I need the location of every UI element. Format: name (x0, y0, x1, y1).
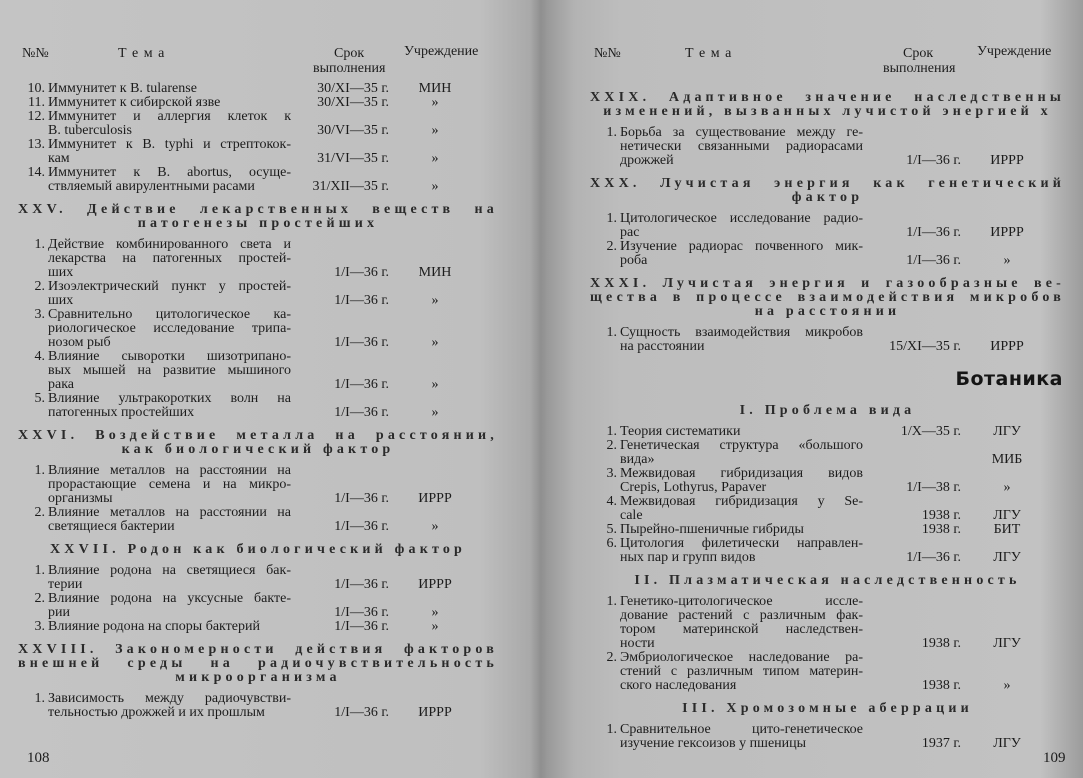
section-heading (18, 543, 498, 557)
table-header (18, 38, 498, 82)
item-topic (48, 464, 291, 506)
item-deadline: 1/X—35 г. (900, 424, 961, 439)
header-term: Срок (903, 46, 934, 61)
item-topic-line: нетически связанными радиорасами (620, 139, 863, 154)
section-heading-line: II. Плазматическая наследственность (634, 573, 1021, 588)
table-row (590, 537, 1065, 565)
table-row (18, 280, 498, 308)
table-row (18, 308, 498, 350)
item-deadline: 1/I—36 г. (906, 253, 961, 268)
item-topic (620, 326, 863, 354)
item-topic-line: ности (620, 636, 655, 651)
item-deadline: 1938 г. (921, 678, 961, 693)
item-number: 2. (34, 591, 45, 606)
table-row (18, 96, 498, 110)
item-institution: » (1003, 253, 1011, 268)
item-topic-line: Влияние родона на уксусные бакте- (48, 591, 291, 606)
item-topic-line: ших (48, 265, 74, 280)
table-row (18, 82, 498, 96)
item-topic (620, 212, 863, 240)
section-heading-line: XXVI. Воздействие металла на расстоянии, (18, 428, 498, 443)
item-topic-line: Цитологическое исследование радио- (620, 211, 863, 226)
item-number: 6. (606, 536, 617, 551)
item-topic-line: cale (620, 508, 643, 523)
section-heading-line: III. Хромозомные аберрации (682, 701, 973, 716)
section-heading-line: XXXI. Лучистая энергия и газообразные ве- (590, 276, 1065, 291)
item-deadline: 1938 г. (921, 508, 961, 523)
item-topic (48, 166, 291, 194)
item-number: 1. (606, 594, 617, 609)
header-institution: Учреждение (404, 44, 479, 59)
item-topic-line: на расстоянии (620, 339, 705, 354)
section-heading-line: XXX. Лучистая энергия как генетический (590, 176, 1065, 191)
item-topic (620, 723, 863, 751)
item-institution: ИРРР (418, 705, 452, 720)
item-topic-line: терии (48, 577, 83, 592)
section-heading (18, 203, 498, 231)
item-topic-line: Влияние сыворотки шизотрипано- (48, 349, 291, 364)
item-topic-line: Иммунитет и аллергия клеток к (48, 109, 291, 124)
item-topic-line: Теория систематики (620, 424, 741, 439)
item-deadline: 1/I—36 г. (334, 377, 389, 392)
item-deadline: 30/XI—35 г. (317, 95, 389, 110)
item-topic-line: рака (48, 377, 75, 392)
item-number: 1. (606, 424, 617, 439)
item-deadline: 30/VI—35 г. (317, 123, 389, 138)
section-heading (590, 277, 1065, 319)
section-heading (590, 177, 1065, 205)
header-number: №№ (594, 46, 621, 61)
item-institution: » (431, 151, 439, 166)
item-deadline: 30/XI—35 г. (317, 81, 389, 96)
section-heading-line: I. Проблема вида (739, 403, 916, 418)
item-topic-line: Борьба за существование между ге- (620, 125, 863, 140)
table-row (590, 523, 1065, 537)
item-institution: МИН (418, 265, 452, 280)
item-deadline: 1/I—36 г. (334, 519, 389, 534)
item-topic (48, 238, 291, 280)
item-institution: » (431, 335, 439, 350)
item-number: 1. (34, 237, 45, 252)
item-number: 1. (606, 125, 617, 140)
item-topic-line: риологическое исследование трипа- (48, 321, 291, 336)
header-term: Срок (334, 46, 365, 61)
item-topic-line: нозом рыб (48, 335, 111, 350)
item-topic (620, 651, 863, 693)
item-topic (620, 240, 863, 268)
item-topic-line: Изучение радиорас почвенного мик- (620, 239, 863, 254)
item-topic-line: Эмбриологическое наследование ра- (620, 650, 863, 665)
item-deadline: 1/I—36 г. (334, 335, 389, 350)
item-topic-line: Цитология филетически направлен- (620, 536, 863, 551)
item-number: 1. (606, 325, 617, 340)
item-number: 3. (34, 619, 45, 634)
chapter-title: Ботаника (955, 368, 1063, 390)
item-topic-line: Crepis, Lothyrus, Papaver (620, 480, 767, 495)
item-deadline: 1/I—36 г. (334, 265, 389, 280)
item-deadline: 1/I—36 г. (334, 491, 389, 506)
item-topic-line: Иммунитет к B. typhi и стрептокок- (48, 137, 291, 152)
item-institution: » (431, 179, 439, 194)
item-number: 2. (606, 438, 617, 453)
section-heading (590, 404, 1065, 418)
item-institution: ЛГУ (993, 636, 1021, 651)
item-topic-line: вида» (620, 452, 655, 467)
item-number: 11. (28, 95, 45, 110)
item-institution: » (1003, 678, 1011, 693)
item-deadline: 1/I—36 г. (334, 605, 389, 620)
item-number: 10. (27, 81, 45, 96)
item-topic (620, 126, 863, 168)
section-heading-line: патогенезы простейших (137, 216, 379, 231)
item-topic-line: Влияние металлов на расстоянии на (48, 463, 291, 478)
page-number-right: 109 (1043, 750, 1066, 766)
table-row (18, 350, 498, 392)
item-topic-line: Пырейно-пшеничные гибриды (620, 522, 804, 537)
table-row (590, 439, 1065, 467)
item-topic-line: ных пар и групп видов (620, 550, 756, 565)
item-topic (48, 392, 291, 420)
item-topic (48, 82, 291, 96)
item-topic-line: Межвидовая гибридизация у Se- (620, 494, 863, 509)
table-row (18, 692, 498, 720)
item-topic-line: Сущность взаимодействия микробов (620, 325, 863, 340)
header-institution: Учреждение (977, 44, 1052, 59)
item-deadline: 1938 г. (921, 636, 961, 651)
item-topic-line: Сравнительно цитологическое ка- (48, 307, 291, 322)
item-topic (48, 138, 291, 166)
item-topic-line: Иммунитет к B. tularense (48, 81, 197, 96)
item-topic (620, 595, 863, 651)
item-topic-line: рас (620, 225, 640, 240)
item-topic-line: вых мышей на развитие мышиного (48, 363, 291, 378)
table-row (18, 506, 498, 534)
section-heading-line: на расстоянии (754, 304, 901, 319)
page-number-left: 108 (27, 750, 50, 766)
table-row (18, 138, 498, 166)
table-row (18, 238, 498, 280)
item-deadline: 1/I—36 г. (334, 619, 389, 634)
section-heading-line: внешней среды на радиочувствительность (18, 656, 498, 671)
item-topic-line: Влияние родона на светящиеся бак- (48, 563, 291, 578)
item-topic (48, 564, 291, 592)
item-number: 1. (34, 463, 45, 478)
item-institution: ЛГУ (993, 424, 1021, 439)
table-row (590, 126, 1065, 168)
item-topic-line: Влияние металлов на расстоянии на (48, 505, 291, 520)
item-institution: ИРРР (990, 153, 1024, 168)
table-row (590, 326, 1065, 354)
item-topic-line: Генетическая структура «большого (620, 438, 863, 453)
item-topic-line: дрожжей (620, 153, 674, 168)
item-topic-line: Генетико-цитологическое иссле- (620, 594, 863, 609)
item-number: 1. (606, 722, 617, 737)
item-topic-line: лекарства на патогенных простей- (48, 251, 291, 266)
table-row (590, 495, 1065, 523)
table-row (590, 723, 1065, 751)
table-row (18, 564, 498, 592)
section-heading-line: XXVIII. Закономерности действия факторов (18, 642, 498, 657)
item-deadline: 1/I—36 г. (334, 405, 389, 420)
item-topic (620, 425, 863, 439)
item-deadline: 1/I—36 г. (334, 705, 389, 720)
item-institution: ИРРР (990, 225, 1024, 240)
item-deadline: 31/XII—35 г. (312, 179, 389, 194)
item-number: 3. (606, 466, 617, 481)
item-institution: ЛГУ (993, 736, 1021, 751)
table-row (18, 392, 498, 420)
section-heading-line: фактор (791, 190, 864, 205)
item-topic (48, 506, 291, 534)
item-deadline: 1/I—36 г. (334, 293, 389, 308)
section-heading-line: XXV. Действие лекарственных веществ на (18, 202, 498, 217)
item-institution: МИН (418, 81, 452, 96)
item-deadline: 15/XI—35 г. (889, 339, 961, 354)
section-heading (590, 91, 1065, 119)
item-deadline: 1938 г. (921, 522, 961, 537)
page-right (590, 38, 1065, 751)
item-number: 4. (34, 349, 45, 364)
table-row (590, 240, 1065, 268)
item-topic-line: кам (48, 151, 70, 166)
item-topic (620, 467, 863, 495)
table-row (590, 595, 1065, 651)
section-heading-line: XXVII. Родон как биологический фактор (49, 542, 467, 557)
item-topic-line: Влияние родона на споры бактерий (48, 619, 260, 634)
table-header (590, 38, 1065, 82)
item-topic (48, 692, 291, 720)
item-deadline: 1937 г. (921, 736, 961, 751)
item-deadline: 31/VI—35 г. (317, 151, 389, 166)
item-number: 14. (27, 165, 45, 180)
item-number: 4. (606, 494, 617, 509)
item-topic (48, 592, 291, 620)
item-deadline: 1/I—36 г. (906, 225, 961, 240)
item-number: 2. (606, 239, 617, 254)
item-topic (620, 495, 863, 523)
item-number: 13. (27, 137, 45, 152)
table-row (590, 651, 1065, 693)
section-heading (590, 702, 1065, 716)
item-topic-line: дование растений с различным фак- (620, 608, 863, 623)
item-number: 1. (34, 563, 45, 578)
item-topic (48, 308, 291, 350)
item-topic (48, 96, 291, 110)
item-number: 2. (34, 505, 45, 520)
item-institution: БИТ (993, 522, 1021, 537)
item-topic-line: тельностью дрожжей и их прошлым (48, 705, 265, 720)
section-heading-line: микроорганизма (175, 670, 341, 685)
section-heading-line: изменений, вызванных лучистой энергией х (603, 104, 1052, 119)
item-topic-line: светящиеся бактерии (48, 519, 175, 534)
item-institution: » (431, 405, 439, 420)
item-topic (48, 110, 291, 138)
item-topic (620, 439, 863, 467)
item-topic-line: B. tuberculosis (48, 123, 132, 138)
item-topic (48, 620, 291, 634)
item-topic-line: ших (48, 293, 74, 308)
table-row (18, 464, 498, 506)
item-topic-line: Изоэлектрический пункт у простей- (48, 279, 291, 294)
section-heading-line: XXIX. Адаптивное значение наследственны (590, 90, 1065, 105)
table-row (590, 467, 1065, 495)
item-topic (48, 350, 291, 392)
item-institution: ИРРР (418, 491, 452, 506)
item-number: 5. (34, 391, 45, 406)
table-row (18, 166, 498, 194)
item-topic (48, 280, 291, 308)
item-deadline: 1/I—36 г. (334, 577, 389, 592)
table-row (18, 592, 498, 620)
page-left (18, 38, 498, 720)
item-topic-line: роба (620, 253, 648, 268)
item-topic-line: Иммунитет к сибирской язве (48, 95, 221, 110)
item-number: 1. (606, 211, 617, 226)
section-heading-line: как биологический фактор (121, 442, 395, 457)
item-topic-line: прорастающие семена и на микро- (48, 477, 291, 492)
item-topic-line: Иммунитет к B. abortus, осуще- (48, 165, 291, 180)
item-institution: » (431, 519, 439, 534)
item-institution: ЛГУ (993, 508, 1021, 523)
item-topic-line: Действие комбинированного света и (48, 237, 291, 252)
item-institution: ЛГУ (993, 550, 1021, 565)
table-row (590, 425, 1065, 439)
item-topic-line: патогенных простейших (48, 405, 195, 420)
item-number: 3. (34, 307, 45, 322)
item-institution: » (431, 123, 439, 138)
item-institution: » (431, 377, 439, 392)
item-topic-line: Сравнительное цито-генетическое (620, 722, 863, 737)
item-number: 1. (34, 691, 45, 706)
item-deadline: 1/I—36 г. (906, 550, 961, 565)
item-deadline: 1/I—36 г. (906, 153, 961, 168)
header-topic: Т е м а (118, 46, 166, 61)
header-term-2: выполнения (313, 61, 386, 76)
item-topic (620, 523, 863, 537)
item-topic-line: Межвидовая гибридизация видов (620, 466, 863, 481)
item-institution: » (431, 605, 439, 620)
item-topic-line: Зависимость между радиочувстви- (48, 691, 291, 706)
table-row (18, 620, 498, 634)
section-heading (18, 429, 498, 457)
header-topic: Т е м а (685, 46, 733, 61)
item-institution: » (431, 95, 439, 110)
item-number: 2. (34, 279, 45, 294)
item-topic-line: изучение гексоизов у пшеницы (620, 736, 807, 751)
item-topic-line: Влияние ультракоротких волн на (48, 391, 291, 406)
item-topic-line: стений с различным типом материн- (620, 664, 863, 679)
item-number: 5. (606, 522, 617, 537)
item-topic (620, 537, 863, 565)
section-heading-line: щества в процессе взаимодействия микробов (590, 290, 1065, 305)
item-institution: » (431, 619, 439, 634)
table-row (18, 110, 498, 138)
item-institution: ИРРР (418, 577, 452, 592)
item-topic-line: рии (48, 605, 70, 620)
item-topic-line: ствляемый авирулентными расами (48, 179, 255, 194)
item-number: 12. (27, 109, 45, 124)
item-institution: » (1003, 480, 1011, 495)
item-institution: МИБ (991, 452, 1023, 467)
item-institution: » (431, 293, 439, 308)
table-row (590, 212, 1065, 240)
item-deadline: 1/I—38 г. (906, 480, 961, 495)
header-term-2: выполнения (883, 61, 956, 76)
header-number: №№ (22, 46, 49, 61)
section-heading (18, 643, 498, 685)
item-topic-line: ского наследования (620, 678, 737, 693)
item-institution: ИРРР (990, 339, 1024, 354)
section-heading (590, 574, 1065, 588)
item-topic-line: тором материнской наследствен- (620, 622, 863, 637)
item-number: 2. (606, 650, 617, 665)
item-topic-line: организмы (48, 491, 113, 506)
